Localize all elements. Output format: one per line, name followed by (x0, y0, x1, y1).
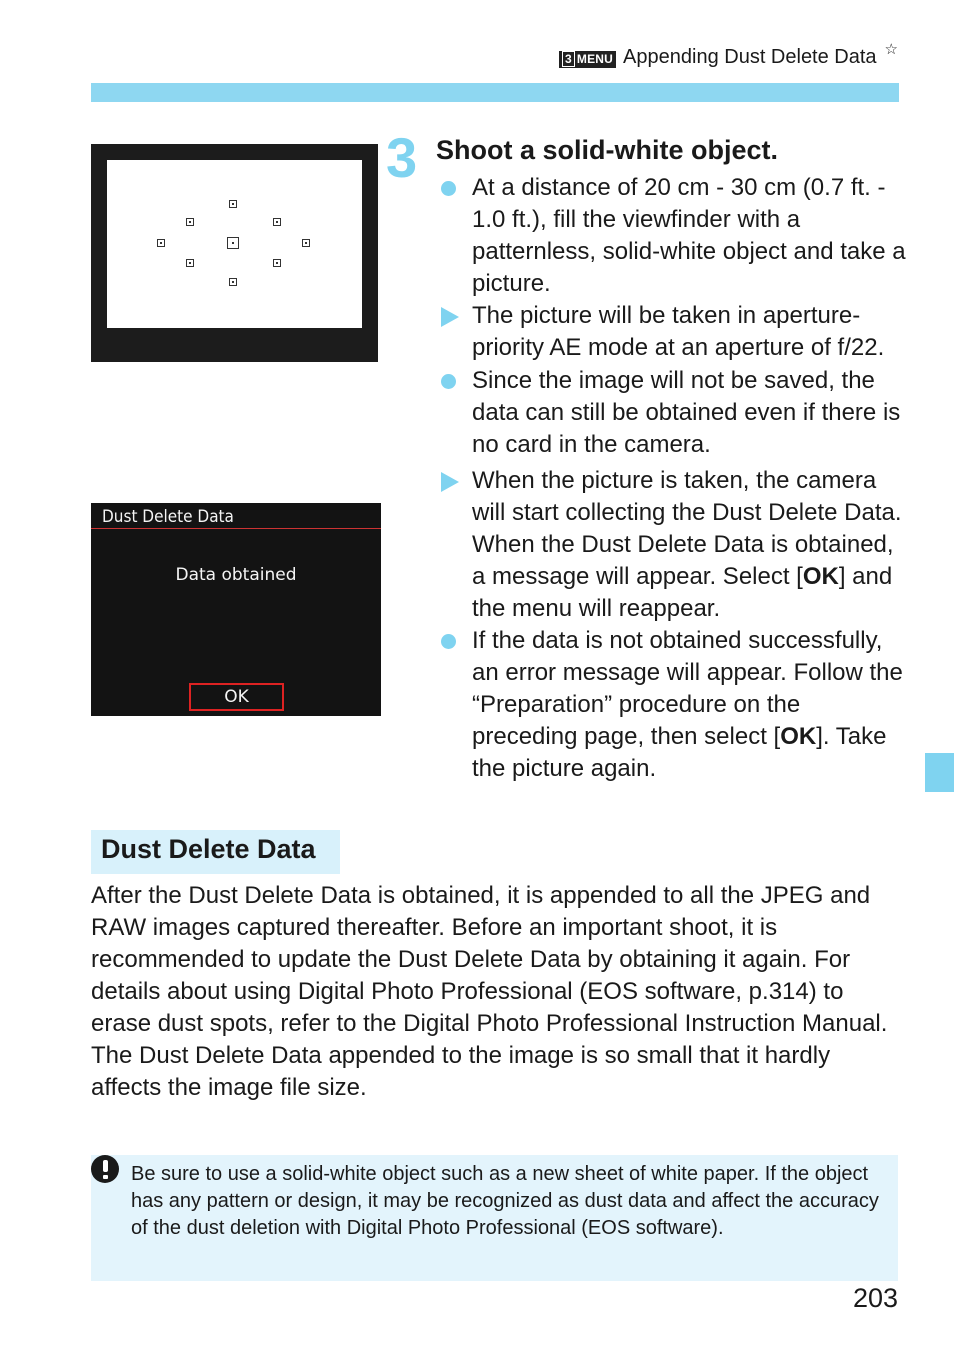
af-point-icon (186, 259, 194, 267)
header-bar (91, 83, 899, 102)
lcd-title: Dust Delete Data (91, 503, 381, 529)
af-point-icon (157, 239, 165, 247)
af-point-icon (186, 218, 194, 226)
result-arrow-icon (441, 307, 459, 327)
menu-tab-icon: 3 MENU (559, 51, 616, 68)
caution-box (91, 1155, 898, 1281)
section-body (91, 880, 901, 1104)
list-item: If the data is not obtained successfully, an error message will appear. Follow the “Preparation” procedure on the preceding page, then select [OK]. Take the picture again. (437, 625, 907, 785)
step-instructions (437, 172, 907, 785)
list-item: Since the image will not be saved, the data can still be obtained even if there is no card in the camera. (437, 365, 907, 461)
lcd-ok-button: OK (189, 683, 284, 711)
body-paragraph: The Dust Delete Data appended to the image is so small that it hardly affects the image file size. (91, 1042, 831, 1101)
list-item: The picture will be taken in aperture-priority AE mode at an aperture of f/22. (437, 300, 907, 364)
af-point-icon (273, 259, 281, 267)
af-point-icon (229, 278, 237, 286)
list-item: When the picture is taken, the camera will start collecting the Dust Delete Data. When the Dust Delete Data is obtained, a message will appear. Select [OK] and the menu will reappear. (437, 465, 907, 625)
viewfinder-illustration (91, 144, 378, 362)
step-number: 3 (386, 126, 418, 189)
caution-text: Be sure to use a solid-white object such as a new sheet of white paper. If the object has any pattern or design, it may be recognized as dust data and affect the accuracy of the dust deletion with Digital Photo Professional (EOS software). (131, 1163, 879, 1239)
af-point-icon (229, 200, 237, 208)
caution-icon (91, 1155, 119, 1183)
bullet-dot-icon (441, 374, 456, 389)
af-point-icon (273, 218, 281, 226)
result-arrow-icon (441, 472, 459, 492)
page-number: 203 (852, 1283, 898, 1313)
bullet-dot-icon (441, 634, 456, 649)
af-point-icon (302, 239, 310, 247)
body-paragraph: After the Dust Delete Data is obtained, it is appended to all the JPEG and RAW images captured thereafter. Before an important shoot, it is recommended to update the Dust Delete Data by obtaining it again. For details about using Digital Photo Professional (EOS software, p.314) to erase dust spots, refer to the Digital Photo Professional Instruction Manual. (91, 882, 888, 1037)
lcd-dialog-illustration (91, 503, 381, 716)
chapter-side-tab (925, 753, 954, 792)
page-header (559, 41, 898, 69)
header-title: Appending Dust Delete Data (623, 46, 877, 68)
af-point-center-icon (227, 237, 239, 249)
section-heading: Dust Delete Data (91, 830, 340, 874)
bullet-dot-icon (441, 181, 456, 196)
lcd-message: Data obtained (175, 565, 297, 585)
star-icon: ☆ (884, 41, 898, 58)
step-title: Shoot a solid-white object. (436, 135, 779, 165)
list-item: At a distance of 20 cm - 30 cm (0.7 ft. - 1.0 ft.), fill the viewfinder with a patternless, solid-white object and take a picture. (437, 172, 907, 300)
viewfinder-screen (107, 160, 362, 328)
